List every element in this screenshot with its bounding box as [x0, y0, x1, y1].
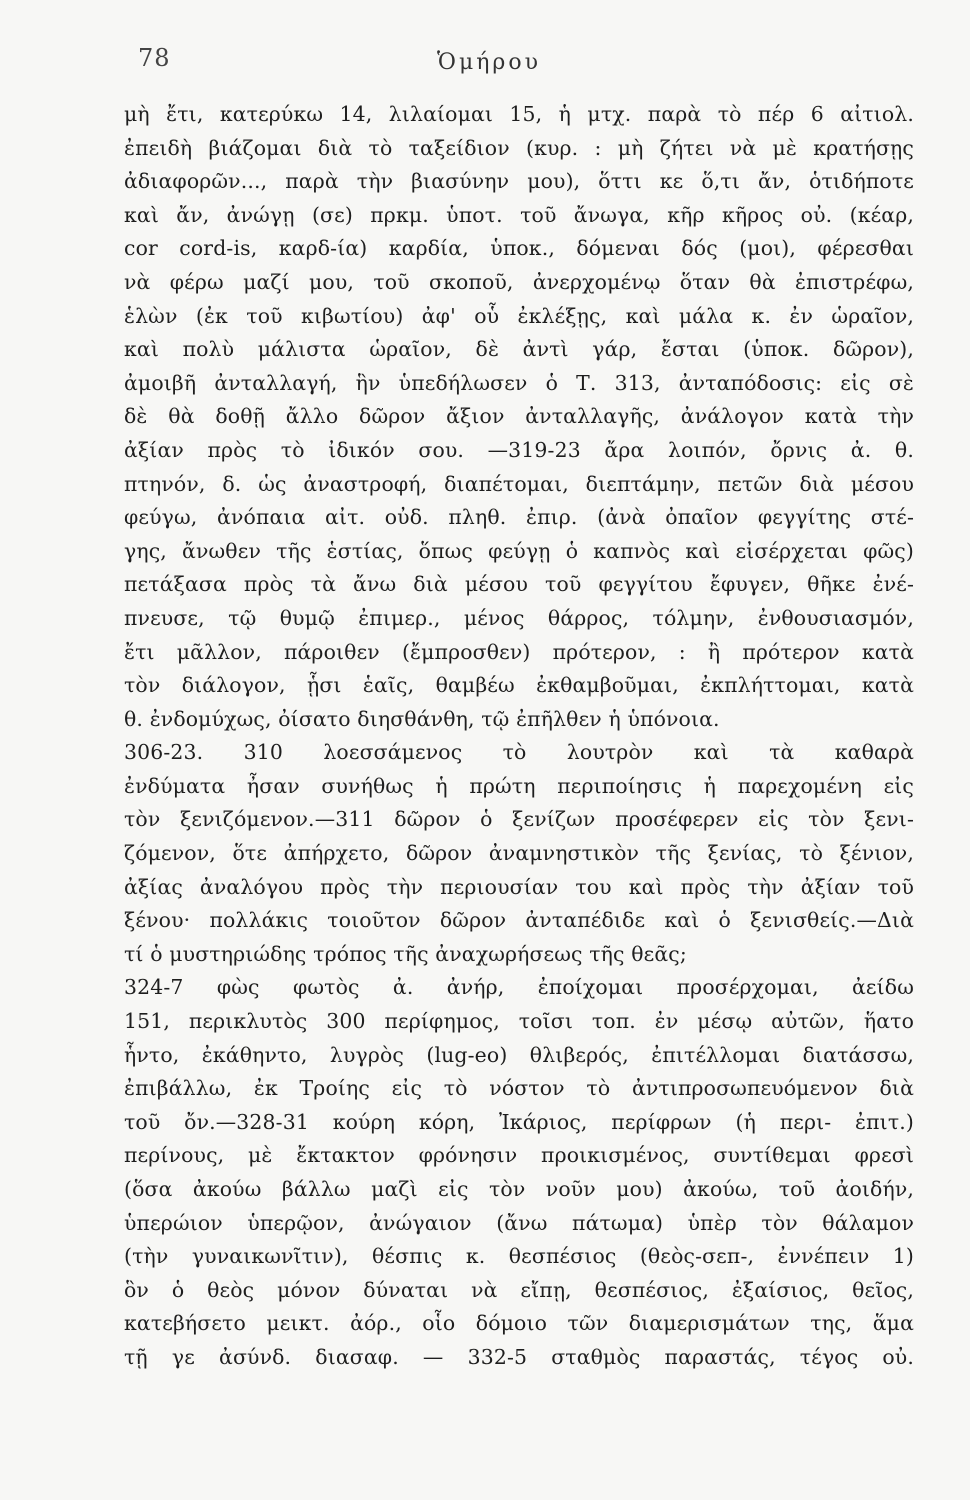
text-line: πτηνόν, δ. ὡς ἀναστροφή, διαπέτομαι, διεπτάμην, πετῶν διὰ μέσου [124, 471, 914, 496]
text-line: ἀδιαφορῶν..., παρὰ τὴν βιασύνην μου), ὅττι κε ὅ,τι ἄν, ὁτιδήποτε [124, 169, 914, 194]
commentary-text [124, 98, 914, 1375]
text-line: τοῦ ὄν.—328-31 κούρη κόρη, Ἰκάριος, περίφρων (ἡ περι- ἐπιτ.) [124, 1109, 914, 1134]
text-line: ἐνδύματα ἦσαν συνήθως ἡ πρώτη περιποίησις ἡ παρεχομένη εἰς [124, 773, 914, 798]
text-line: τὸν ξενιζόμενον.—311 δῶρον ὁ ξενίζων προσέφερεν εἰς τὸν ξενι- [124, 807, 914, 832]
text-line: πετάξασα πρὸς τὰ ἄνω διὰ μέσου τοῦ φεγγίτου ἔφυγεν, θῆκε ἐνέ- [124, 572, 914, 597]
page-number: 78 [138, 44, 171, 72]
text-line: ὑπερώιον ὑπερῷον, ἀνώγαιον (ἄνω πάτωμα) ὑπὲρ τὸν θάλαμον [124, 1210, 914, 1235]
text-line: ἀμοιβῆ ἀνταλλαγή, ἣν ὑπεδήλωσεν ὁ Τ. 313, ἀνταπόδοσις: εἰς σὲ [124, 370, 914, 395]
text-line: ἐπιβάλλω, ἐκ Τροίης εἰς τὸ νόστον τὸ ἀντιπροσωπευόμενον διὰ [124, 1076, 914, 1101]
text-line: πνευσε, τῷ θυμῷ ἐπιμερ., μένος θάρρος, τόλμην, ἐνθουσιασμόν, [124, 605, 914, 630]
text-line: θ. ἐνδομύχως, ὀίσατο διησθάνθη, τῷ ἐπῆλθεν ἡ ὑπόνοια. [124, 706, 720, 731]
section-heading-line: 306-23. 310 λοεσσάμενος τὸ λουτρὸν καὶ τὰ καθαρὰ [124, 740, 914, 765]
text-line: νὰ φέρω μαζί μου, τοῦ σκοποῦ, ἀνερχομένῳ ὅταν θὰ ἐπιστρέφω, [124, 269, 914, 294]
text-line: cor cord-is, καρδ-ία) καρδία, ὑποκ., δόμεναι δός (μοι), φέρεσθαι [124, 236, 914, 261]
text-line: τὸν διάλογον, ᾗσι ἑαῖς, θαμβέω ἐκθαμβοῦμαι, ἐκπλήττομαι, κατὰ [124, 673, 914, 698]
text-line: ἔτι μᾶλλον, πάροιθεν (ἔμπροσθεν) πρότερον, : ἢ πρότερον κατὰ [124, 639, 914, 664]
text-line: μὴ ἔτι, κατερύκω 14, λιλαίομαι 15, ἡ μτχ. παρὰ τὸ πέρ 6 αἰτιολ. [124, 102, 914, 126]
running-head: Ὁμήρου [437, 50, 541, 75]
page-header [124, 44, 854, 84]
text-line: (τὴν γυναικωνῖτιν), θέσπις κ. θεσπέσιος (θεὸς-σεπ-, ἐννέπειν 1) [124, 1244, 914, 1269]
text-line: ξένου· πολλάκις τοιοῦτον δῶρον ἀνταπέδιδε καὶ ὁ ξενισθείς.—Διὰ [124, 908, 914, 933]
text-line: ζόμενον, ὅτε ἀπήρχετο, δῶρον ἀναμνηστικὸν τῆς ξενίας, τὸ ξένιον, [124, 841, 914, 866]
text-line: καὶ ἄν, ἀνώγῃ (σε) πρκμ. ὑποτ. τοῦ ἄνωγα, κῆρ κῆρος οὐ. (κέαρ, [124, 202, 914, 227]
text-line: κατεβήσετο μεικτ. ἀόρ., οἷο δόμοιο τῶν διαμερισμάτων της, ἅμα [124, 1311, 914, 1336]
text-line: περίνους, μὲ ἔκτακτον φρόνησιν προικισμένος, συντίθεμαι φρεσὶ [124, 1143, 914, 1168]
text-line: τῇ γε ἀσύνδ. διασαφ. — 332-5 σταθμὸς παραστάς, τέγος οὐ. [124, 1344, 914, 1369]
text-line: ἧντο, ἐκάθηντο, λυγρὸς (lug-eo) θλιβερός, ἐπιτέλλομαι διατάσσω, [124, 1042, 914, 1067]
text-line: ἐπειδὴ βιάζομαι διὰ τὸ ταξείδιον (κυρ. : μὴ ζήτει νὰ μὲ κρατήσῃς [124, 135, 914, 160]
text-line: (ὅσα ἀκούω βάλλω μαζὶ εἰς τὸν νοῦν μου) ἀκούω, τοῦ ἀοιδήν, [124, 1177, 914, 1201]
text-line: 151, περικλυτὸς 300 περίφημος, τοῖσι τοπ. ἐν μέσῳ αὐτῶν, ἥατο [124, 1009, 914, 1034]
text-line: ἑλὼν (ἐκ τοῦ κιβωτίου) ἀφ' οὗ ἐκλέξῃς, καὶ μάλα κ. ἐν ὡραῖον, [124, 303, 914, 328]
text-line: γης, ἄνωθεν τῆς ἑστίας, ὅπως φεύγῃ ὁ καπνὸς καὶ εἰσέρχεται φῶς) [124, 538, 914, 563]
text-line: φεύγω, ἀνόπαια αἰτ. οὐδ. πληθ. ἐπιρ. (ἀνὰ ὀπαῖον φεγγίτης στέ- [124, 505, 914, 530]
text-line: καὶ πολὺ μάλιστα ὡραῖον, δὲ ἀντὶ γάρ, ἔσται (ὑποκ. δῶρον), [124, 337, 914, 362]
text-line: ἀξίας ἀναλόγου πρὸς τὴν περιουσίαν του καὶ πρὸς τὴν ἀξίαν τοῦ [124, 874, 914, 899]
text-line: τί ὁ μυστηριώδης τρόπος τῆς ἀναχωρήσεως τῆς θεᾶς; [124, 941, 687, 966]
text-line: ἀξίαν πρὸς τὸ ἰδικόν σου. —319-23 ἄρα λοιπόν, ὄρνις ἀ. θ. [124, 437, 914, 462]
text-line: δὲ θὰ δοθῇ ἄλλο δῶρον ἄξιον ἀνταλλαγῆς, ἀνάλογον κατὰ τὴν [124, 404, 914, 429]
text-line: 324-7 φὼς φωτὸς ἀ. ἀνήρ, ἐποίχομαι προσέρχομαι, ἀείδω [124, 975, 914, 1000]
text-line: ὃν ὁ θεὸς μόνον δύναται νὰ εἴπῃ, θεσπέσιος, ἐξαίσιος, θεῖος, [124, 1277, 914, 1302]
